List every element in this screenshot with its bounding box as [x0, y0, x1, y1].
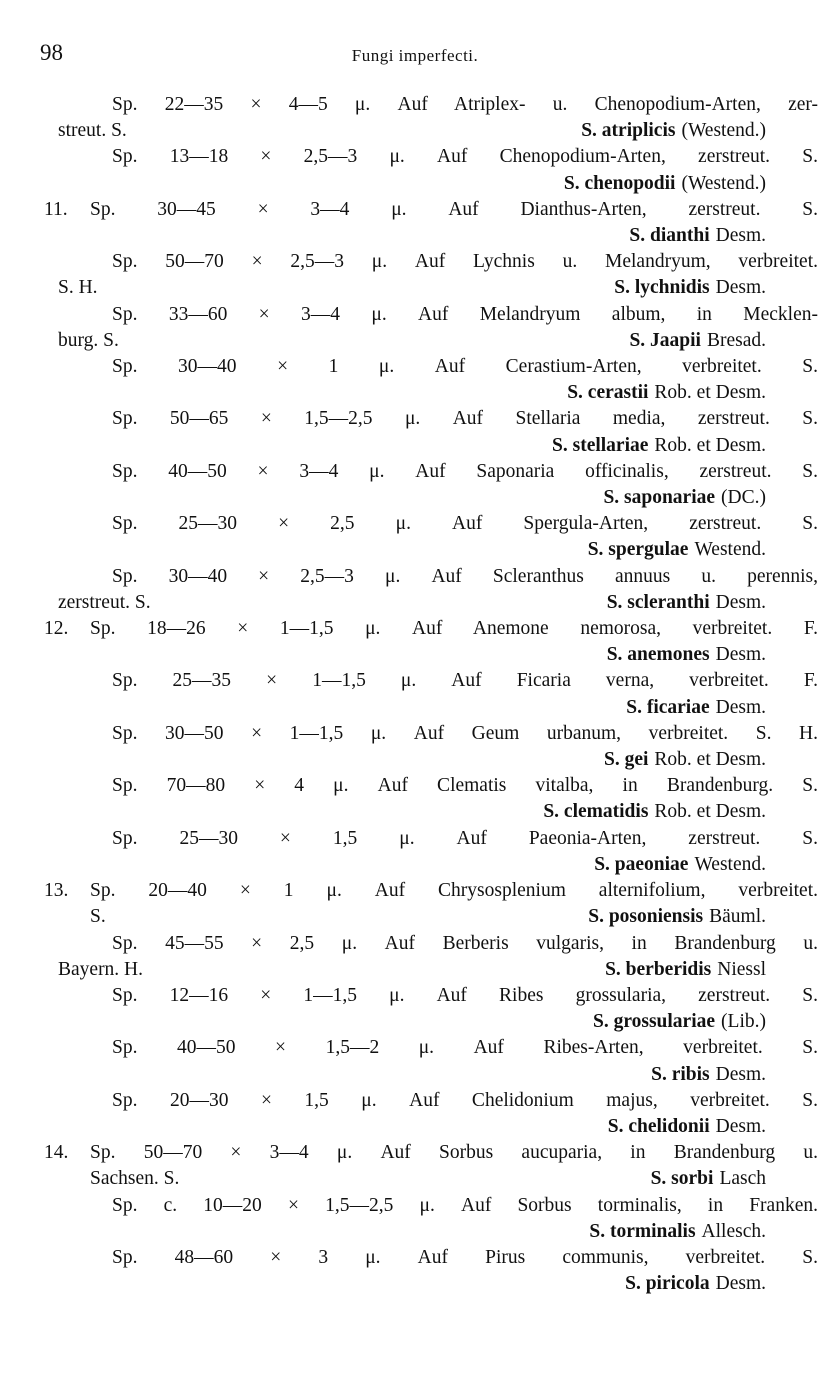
species-author: (DC.) [721, 487, 766, 509]
species-entry [44, 773, 818, 825]
species-author: Bresad. [706, 329, 766, 351]
species-entry [44, 144, 818, 196]
species-author: Rob. et Desm. [654, 801, 766, 823]
species-entry [44, 92, 818, 144]
species-binomial: S. grossulariae [592, 1011, 716, 1033]
species-author: Desm. [715, 1115, 766, 1137]
species-name [604, 747, 818, 773]
entry-description: Sp. 45—55 × 2,5 μ. Auf Berberis vulgaris, in Brandenburg u. [112, 932, 818, 954]
species-name [594, 852, 818, 878]
entry-continuation [44, 1009, 58, 1035]
species-name [625, 1271, 818, 1297]
species-binomial: S. piricola [625, 1273, 710, 1295]
entry-continuation [44, 171, 58, 197]
entry-description: Sp. 50—65 × 1,5—2,5 μ. Auf Stellaria media, zerstreut. S. [112, 408, 818, 430]
species-entry [44, 1035, 818, 1087]
species-name [603, 485, 818, 511]
species-binomial: S. lychnidis [614, 277, 710, 299]
species-binomial: S. ficariae [626, 696, 710, 718]
species-name [552, 433, 818, 459]
species-list [44, 92, 818, 1297]
species-binomial: S. dianthi [629, 225, 710, 247]
entry-continuation [44, 799, 58, 825]
species-author: (Lib.) [721, 1011, 766, 1033]
entry-description: Sp. 30—50 × 1—1,5 μ. Auf Geum urbanum, verbreitet. S. H. [112, 722, 818, 744]
species-entry [44, 878, 818, 930]
entry-description: Sp. 48—60 × 3 μ. Auf Pirus communis, verbreitet. S. [112, 1246, 818, 1268]
species-author: Desm. [715, 644, 766, 666]
entry-description: Sp. 30—45 × 3—4 μ. Auf Dianthus-Arten, zerstreut. S. [90, 198, 818, 220]
species-name [651, 1062, 818, 1088]
entry-continuation [44, 537, 58, 563]
species-binomial: S. atriplicis [581, 120, 676, 142]
species-binomial: S. berberidis [605, 958, 712, 980]
species-entry [44, 354, 818, 406]
species-entry [44, 616, 818, 668]
species-name [614, 275, 818, 301]
species-author: Desm. [715, 1063, 766, 1085]
species-author: Rob. et Desm. [654, 434, 766, 456]
species-name [589, 1219, 818, 1245]
page-number: 98 [40, 40, 63, 65]
entry-description: Sp. 50—70 × 2,5—3 μ. Auf Lychnis u. Melandryum, verbreitet. [112, 251, 818, 273]
species-entry [44, 249, 818, 301]
species-entry [44, 826, 818, 878]
entry-continuation [44, 485, 58, 511]
species-name [607, 590, 818, 616]
species-entry [44, 511, 818, 563]
species-binomial: S. torminalis [589, 1220, 696, 1242]
species-name [607, 642, 818, 668]
entry-description: Sp. 33—60 × 3—4 μ. Auf Melandryum album, in Mecklen- [112, 303, 818, 325]
species-binomial: S. stellariae [552, 434, 649, 456]
entry-description: Sp. 18—26 × 1—1,5 μ. Auf Anemone nemorosa, verbreitet. F. [90, 618, 818, 640]
species-name [564, 171, 818, 197]
species-entry [44, 1088, 818, 1140]
species-author: Desm. [715, 1273, 766, 1295]
species-entry [44, 1140, 818, 1192]
species-entry [44, 1193, 818, 1245]
species-entry [44, 197, 818, 249]
species-author: (Westend.) [681, 120, 766, 142]
entry-description: Sp. 40—50 × 3—4 μ. Auf Saponaria officinalis, zerstreut. S. [112, 460, 818, 482]
species-name [629, 223, 818, 249]
species-author: Allesch. [701, 1220, 766, 1242]
entry-continuation: S. [90, 906, 106, 928]
species-binomial: S. sorbi [650, 1168, 714, 1190]
species-entry [44, 459, 818, 511]
species-name [593, 1009, 818, 1035]
species-author: Rob. et Desm. [654, 382, 766, 404]
species-binomial: S. saponariae [603, 487, 716, 509]
entry-description: Sp. 40—50 × 1,5—2 μ. Auf Ribes-Arten, verbreitet. S. [112, 1037, 818, 1059]
entry-description: Sp. 13—18 × 2,5—3 μ. Auf Chenopodium-Arten, zerstreut. S. [112, 146, 818, 168]
entry-continuation [44, 1114, 58, 1140]
species-author: Westend. [694, 539, 766, 561]
entry-number: 14. [44, 1142, 69, 1164]
species-name [605, 957, 818, 983]
species-binomial: S. chenopodii [563, 172, 676, 194]
species-binomial: S. gei [604, 749, 649, 771]
species-author: Niessl [717, 958, 766, 980]
entry-continuation [44, 1062, 58, 1088]
entry-description: Sp. 50—70 × 3—4 μ. Auf Sorbus aucuparia, in Brandenburg u. [90, 1142, 818, 1164]
species-entry [44, 983, 818, 1035]
page-header [40, 40, 790, 74]
species-author: Bäuml. [709, 906, 766, 928]
entry-description: Sp. c. 10—20 × 1,5—2,5 μ. Auf Sorbus torminalis, in Franken. [112, 1194, 818, 1216]
entry-description: Sp. 12—16 × 1—1,5 μ. Auf Ribes grossularia, zerstreut. S. [112, 984, 818, 1006]
entry-continuation [44, 1271, 58, 1297]
species-entry [44, 668, 818, 720]
entry-description: Sp. 25—30 × 1,5 μ. Auf Paeonia-Arten, zerstreut. S. [112, 827, 818, 849]
species-entry [44, 302, 818, 354]
species-binomial: S. cerastii [567, 382, 649, 404]
species-name [608, 1114, 818, 1140]
species-binomial: S. clematidis [543, 801, 649, 823]
species-entry [44, 931, 818, 983]
species-binomial: S. paeoniae [594, 853, 689, 875]
entry-continuation [44, 1219, 58, 1245]
entry-description: Sp. 70—80 × 4 μ. Auf Clematis vitalba, in Brandenburg. S. [112, 775, 818, 797]
species-binomial: S. scleranthi [606, 591, 710, 613]
entry-description: Sp. 22—35 × 4—5 μ. Auf Atriplex- u. Chenopodium-Arten, zer- [112, 94, 818, 115]
entry-continuation: Sachsen. S. [90, 1168, 180, 1190]
entry-continuation: S. H. [58, 277, 98, 299]
entry-description: Sp. 25—30 × 2,5 μ. Auf Spergula-Arten, zerstreut. S. [112, 513, 818, 535]
species-binomial: S. anemones [606, 644, 710, 666]
entry-number: 11. [44, 198, 68, 220]
entry-continuation: burg. S. [58, 329, 119, 351]
species-name [626, 695, 818, 721]
species-name [651, 1166, 818, 1192]
species-name [588, 904, 818, 930]
entry-description: Sp. 25—35 × 1—1,5 μ. Auf Ficaria verna, verbreitet. F. [112, 670, 818, 692]
entry-number: 12. [44, 618, 69, 640]
species-binomial: S. posoniensis [588, 906, 704, 928]
species-name [581, 118, 818, 144]
species-author: Westend. [694, 853, 766, 875]
entry-continuation [44, 747, 58, 773]
species-author: Desm. [715, 696, 766, 718]
entry-description: Sp. 30—40 × 1 μ. Auf Cerastium-Arten, verbreitet. S. [112, 356, 818, 378]
species-binomial: S. ribis [651, 1063, 710, 1085]
entry-continuation [44, 223, 90, 249]
running-title: Fungi imperfecti. [351, 46, 479, 65]
species-binomial: S. chelidonii [607, 1115, 710, 1137]
species-author: (Westend.) [681, 172, 766, 194]
species-name [567, 380, 818, 406]
species-binomial: S. spergulae [587, 539, 689, 561]
entry-continuation [44, 852, 58, 878]
entry-description: Sp. 30—40 × 2,5—3 μ. Auf Scleranthus annuus u. perennis, [112, 565, 818, 587]
entry-number: 13. [44, 880, 69, 902]
entry-continuation: Bayern. H. [58, 958, 144, 980]
species-author: Lasch [719, 1168, 766, 1190]
species-name [588, 537, 818, 563]
species-entry [44, 721, 818, 773]
entry-description: Sp. 20—40 × 1 μ. Auf Chrysosplenium alternifolium, verbreitet. [90, 880, 818, 902]
entry-continuation: streut. S. [58, 120, 127, 142]
species-entry [44, 1245, 818, 1297]
species-entry [44, 564, 818, 616]
entry-continuation [44, 695, 58, 721]
species-author: Desm. [715, 591, 766, 613]
species-entry [44, 406, 818, 458]
species-name [543, 799, 818, 825]
entry-continuation: zerstreut. S. [58, 591, 151, 613]
entry-continuation [44, 642, 90, 668]
species-binomial: S. Jaapii [629, 329, 701, 351]
species-author: Desm. [715, 225, 766, 247]
species-author: Desm. [715, 277, 766, 299]
entry-continuation [44, 380, 58, 406]
species-author: Rob. et Desm. [654, 749, 766, 771]
species-name [629, 328, 818, 354]
entry-description: Sp. 20—30 × 1,5 μ. Auf Chelidonium majus, verbreitet. S. [112, 1089, 818, 1111]
entry-continuation [44, 433, 58, 459]
